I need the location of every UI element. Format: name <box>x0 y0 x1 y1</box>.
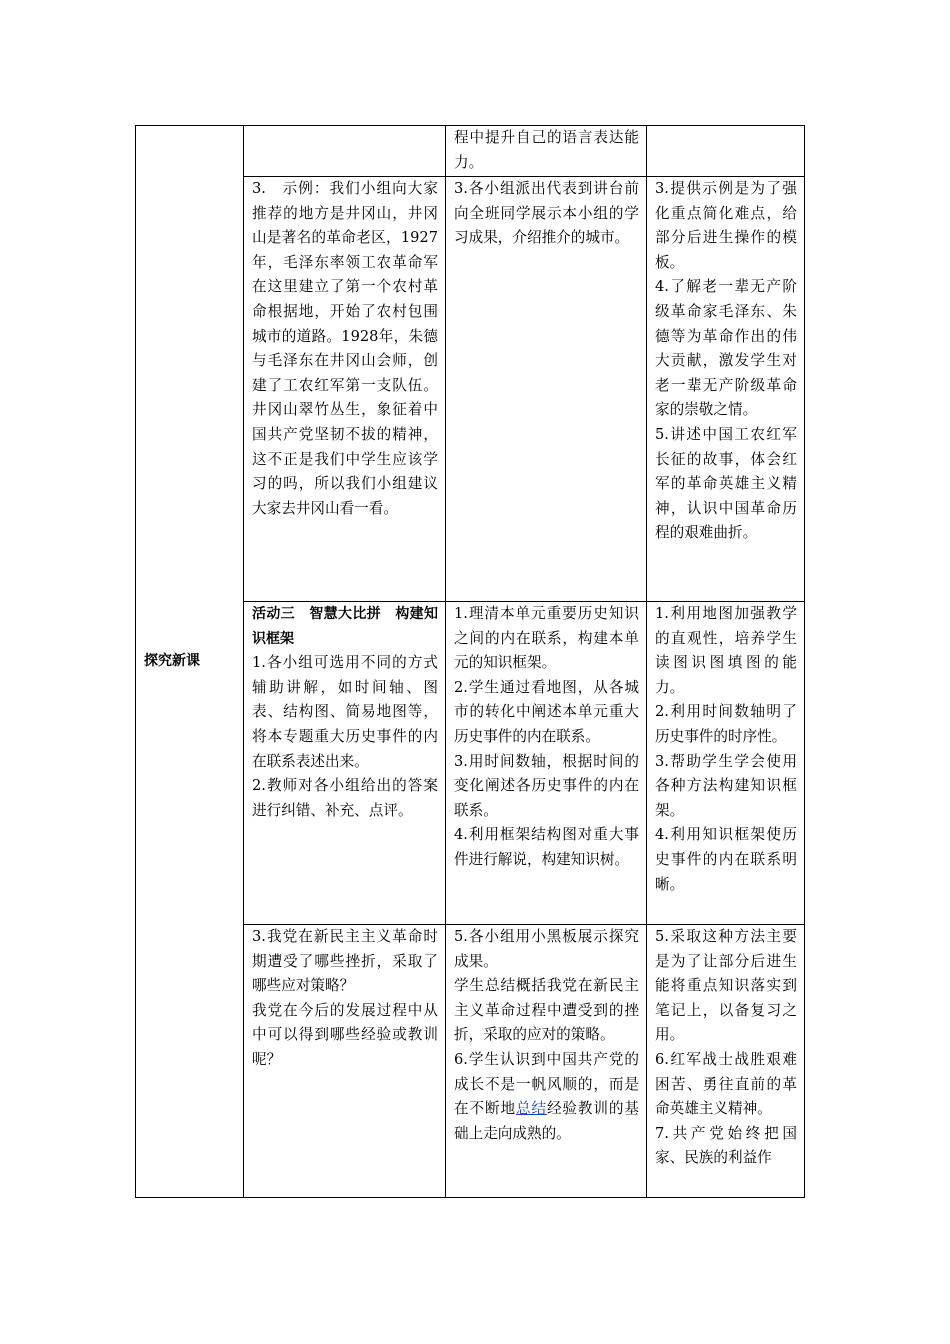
text-paragraph: 程中提升自己的语言表达能力。 <box>454 129 639 171</box>
text-paragraph: 3.各小组派出代表到讲台前向全班同学展示本小组的学习成果，介绍推介的城市。 <box>454 180 639 247</box>
student-activity-cell <box>446 177 647 602</box>
text-paragraph: 2.利用时间数轴明了历史事件的时序性。 <box>655 703 797 745</box>
lesson-plan-table <box>135 125 805 1198</box>
section-label: 探究新课 <box>136 126 244 1198</box>
text-paragraph: 3. 示例：我们小组向大家推荐的地方是井冈山，井冈山是著名的革命老区，1927年，毛泽东率领工农革命军在这里建立了第一个农村革命根据地，开始了农村包围城市的道路。1928年，朱德与毛泽东在井冈山会师，创建了工农红军第一支队伍。井冈山翠竹丛生，象征着中国共产党坚韧不拔的精神，这不正是我们中学生应该学习的吗，所以我们小组建议大家去井冈山看一看。 <box>252 180 438 517</box>
text-paragraph: 5.采取这种方法主要是为了让部分后进生能将重点知识落实到笔记上，以备复习之用。 <box>655 928 797 1044</box>
activity-cell <box>244 925 446 1198</box>
student-activity-cell <box>446 126 647 177</box>
text-paragraph: 4.了解老一辈无产阶级革命家毛泽东、朱德等为革命作出的伟大贡献，激发学生对老一辈无产阶级革命家的崇敬之情。 <box>655 278 797 419</box>
text-fragment: 6.学生认识到中国共产党的成长不是一帆风顺的，而是在不断地 <box>454 1050 639 1118</box>
text-paragraph: 3.用时间数轴，根据时间的变化阐述各历史事件的内在联系。 <box>454 752 639 819</box>
text-paragraph: 7.共产党始终把国家、民族的利益作 <box>655 1124 797 1167</box>
text-paragraph: 3.帮助学生学会使用各种方法构建知识框架。 <box>655 752 797 819</box>
text-paragraph: 5.讲述中国工农红军长征的故事，体会红军的革命英雄主义精神，认识中国革命历程的艰难曲折。 <box>655 425 797 542</box>
summary-link[interactable]: 总结 <box>515 1100 547 1118</box>
text-paragraph: 1.各小组可选用不同的方式辅助讲解，如时间轴、图表、结构图、简易地图等，将本专题重大历史事件的内在联系表述出来。 <box>252 654 438 770</box>
text-paragraph <box>454 1048 639 1146</box>
activity-cell <box>244 177 446 602</box>
text-paragraph: 2.学生通过看地图，从各城市的转化中阐述本单元重大历史事件的内在联系。 <box>454 678 639 745</box>
activity-cell <box>244 602 446 925</box>
text-paragraph: 4.利用知识框架使历史事件的内在联系明晰。 <box>655 826 797 893</box>
design-intent-cell <box>647 126 805 177</box>
activity-heading: 活动三 智慧大比拼 构建知识框架 <box>252 606 438 647</box>
student-activity-cell <box>446 925 647 1198</box>
design-intent-cell <box>647 925 805 1198</box>
student-activity-cell <box>446 602 647 925</box>
design-intent-cell <box>647 177 805 602</box>
text-paragraph: 学生总结概括我党在新民主主义革命过程中遭受到的挫折，采取的应对的策略。 <box>454 977 639 1044</box>
text-paragraph: 2.教师对各小组给出的答案进行纠错、补充、点评。 <box>252 777 438 819</box>
activity-cell <box>244 126 446 177</box>
text-paragraph: 6.红军战士战胜艰难困苦、勇往直前的革命英雄主义精神。 <box>655 1050 797 1118</box>
text-paragraph: 5.各小组用小黑板展示探究成果。 <box>454 928 639 970</box>
text-paragraph: 1.理清本单元重要历史知识之间的内在联系，构建本单元的知识框架。 <box>454 605 639 672</box>
text-paragraph: 1.利用地图加强教学的直观性，培养学生读图识图填图的能力。 <box>655 605 797 696</box>
text-paragraph: 3.提供示例是为了强化重点简化难点，给部分后进生操作的模板。 <box>655 180 797 271</box>
text-paragraph: 我党在今后的发展过程中从中可以得到哪些经验或教训呢？ <box>252 1001 438 1068</box>
table-row <box>136 126 805 177</box>
text-paragraph: 3.我党在新民主主义革命时期遭受了哪些挫折，采取了哪些应对策略？ <box>252 928 438 995</box>
design-intent-cell <box>647 602 805 925</box>
text-fragment: 经验教训的基础上走向成熟的。 <box>454 1100 639 1142</box>
text-paragraph: 4.利用框架结构图对重大事件进行解说，构建知识树。 <box>454 826 639 868</box>
